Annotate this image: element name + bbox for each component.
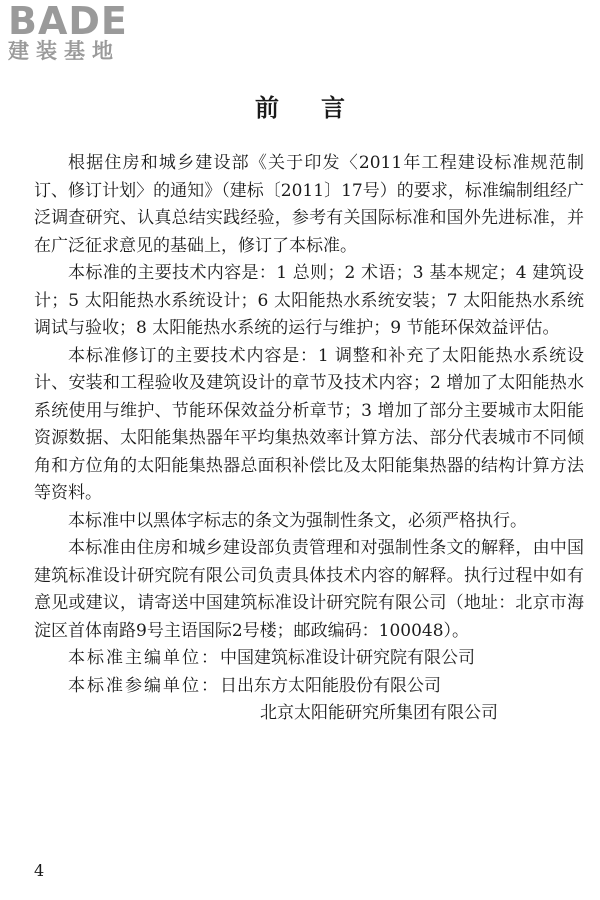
page-title: 前言: [255, 93, 387, 122]
page-number: 4: [34, 861, 45, 880]
participating-unit-name-2: 北京太阳能研究所集团有限公司: [260, 703, 498, 723]
watermark-brand: BADE: [8, 0, 128, 43]
participating-unit-label: 本标准参编单位：: [68, 675, 220, 696]
paragraph-5: 本标准由住房和城乡建设部负责管理和对强制性条文的解释，由中国建筑标准设计研究院有限公司负责具体技术内容的解释。执行过程中如有意见或建议，请寄送中国建筑标准设计研究院有限公司（地址：北京市海淀区首体南路9号主语国际2号楼；邮政编码：100048）。: [34, 538, 584, 641]
watermark-logo: [8, 2, 128, 62]
participating-unit-line: [68, 673, 584, 701]
paragraph-4: 本标准中以黑体字标志的条文为强制性条文，必须严格执行。: [68, 510, 527, 531]
participating-unit-name-1: 日出东方太阳能股份有限公司: [220, 675, 441, 696]
preface-body: [34, 150, 584, 728]
chief-unit-name: 中国建筑标准设计研究院有限公司: [220, 648, 475, 668]
paragraph-2: 本标准的主要技术内容是：1 总则；2 术语；3 基本规定；4 建筑设计；5 太阳能热水系统设计；6 太阳能热水系统安装；7 太阳能热水系统调试与验收；8 太阳能热水系统的运行与维护；9 节能环保效益评估。: [34, 263, 584, 338]
paragraph-3: 本标准修订的主要技术内容是：1 调整和补充了太阳能热水系统设计、安装和工程验收及建筑设计的章节及技术内容；2 增加了太阳能热水系统使用与维护、节能环保效益分析章节；3 增加了部分主要城市太阳能资源数据、太阳能集热器年平均集热效率计算方法、部分代表城市不同倾角和方位角的太阳能集热器总面积补偿比及太阳能集热器的结构计算方法等资料。: [34, 345, 584, 503]
watermark-subtitle: 建装基地: [8, 39, 120, 63]
paragraph-1: 根据住房和城乡建设部《关于印发〈2011年工程建设标准规范制订、修订计划〉的通知》（建标〔2011〕17号）的要求，标准编制组经广泛调查研究、认真总结实践经验，参考有关国际标准和国外先进标准，并在广泛征求意见的基础上，修订了本标准。: [34, 153, 584, 256]
chief-unit-label: 本标准主编单位：: [68, 648, 220, 668]
chief-unit-line: [68, 645, 584, 673]
